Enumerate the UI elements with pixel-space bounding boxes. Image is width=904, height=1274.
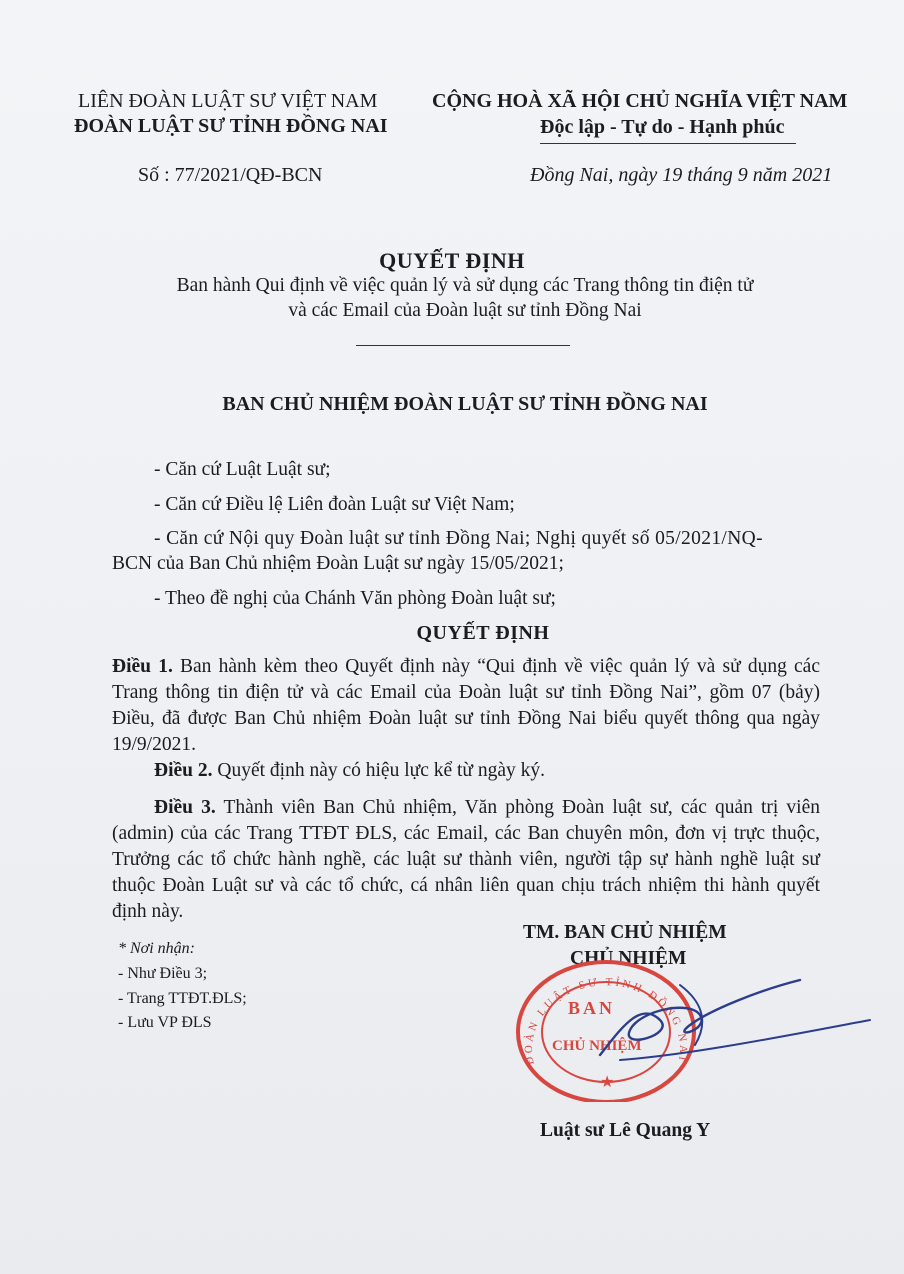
basis-line: - Theo đề nghị của Chánh Văn phòng Đoàn luật sư; bbox=[154, 588, 556, 609]
recipient-item: - Như Điều 3; bbox=[118, 965, 208, 982]
signer-name: Luật sư Lê Quang Y bbox=[540, 1120, 711, 1141]
org-parent: LIÊN ĐOÀN LUẬT SƯ VIỆT NAM bbox=[78, 90, 378, 112]
article-label: Điều 1. bbox=[112, 656, 173, 677]
document-number: Số : 77/2021/QĐ-BCN bbox=[138, 164, 323, 186]
signature-role: CHỦ NHIỆM bbox=[570, 948, 687, 969]
title-subtitle-2: và các Email của Đoàn luật sư tỉnh Đồng Nai bbox=[288, 300, 642, 321]
handwritten-signature bbox=[560, 960, 890, 1080]
title-divider bbox=[356, 345, 570, 346]
national-motto: Độc lập - Tự do - Hạnh phúc bbox=[540, 116, 785, 138]
basis-line: - Căn cứ Luật Luật sư; bbox=[154, 459, 331, 480]
article-label: Điều 2. bbox=[154, 760, 213, 781]
decision-heading: QUYẾT ĐỊNH bbox=[416, 622, 550, 644]
svg-text:★: ★ bbox=[600, 1074, 615, 1091]
article-text: Quyết định này có hiệu lực kể từ ngày ký. bbox=[212, 760, 546, 781]
title-subtitle-1: Ban hành Qui định về việc quản lý và sử dụng các Trang thông tin điện tử bbox=[176, 275, 754, 296]
national-title: CỘNG HOÀ XÃ HỘI CHỦ NGHĨA VIỆT NAM bbox=[432, 90, 848, 112]
basis-line: BCN của Ban Chủ nhiệm Đoàn Luật sư ngày 15/05/2021; bbox=[112, 553, 564, 574]
article-text: Thành viên Ban Chủ nhiệm, Văn phòng Đoàn luật sư, các quản trị viên (admin) của các Trang TTĐT ĐLS, các Email, các Ban chuyên môn, đơn vị trực thuộc, Trưởng các tổ chức hành nghề, các luật sư thành viên, người tập sự hành nghề luật sư thuộc Đoàn Luật sư và các tổ chức, cá nhân liên quan chịu trách nhiệm thi hành quyết định này. bbox=[112, 797, 820, 922]
recipients-heading: * Nơi nhận: bbox=[118, 940, 195, 957]
document-title: QUYẾT ĐỊNH bbox=[379, 248, 525, 273]
svg-text:BAN: BAN bbox=[568, 998, 616, 1018]
svg-text:CHỦ NHIỆM: CHỦ NHIỆM bbox=[552, 1038, 642, 1054]
basis-line: - Căn cứ Nội quy Đoàn luật sư tỉnh Đồng Nai; Nghị quyết số 05/2021/NQ- bbox=[154, 528, 763, 549]
article-3 bbox=[112, 795, 820, 925]
recipient-item: - Trang TTĐT.ĐLS; bbox=[118, 990, 247, 1007]
org-name: ĐOÀN LUẬT SƯ TỈNH ĐỒNG NAI bbox=[74, 115, 388, 137]
recipient-item: - Lưu VP ĐLS bbox=[118, 1014, 212, 1031]
article-label: Điều 3. bbox=[154, 797, 216, 818]
article-1 bbox=[112, 654, 820, 758]
motto-underline bbox=[540, 143, 796, 144]
article-text: Ban hành kèm theo Quyết định này “Qui định về việc quản lý và sử dụng các Trang thông tin điện tử và các Email của Đoàn luật sư tỉnh Đồng Nai”, gồm 07 (bảy) Điều, đã được Ban Chủ nhiệm Đoàn luật sư tỉnh Đồng Nai biểu quyết thông qua ngày 19/9/2021. bbox=[112, 656, 820, 755]
place-date: Đồng Nai, ngày 19 tháng 9 năm 2021 bbox=[530, 164, 833, 186]
article-2 bbox=[154, 760, 545, 782]
issuing-authority: BAN CHỦ NHIỆM ĐOÀN LUẬT SƯ TỈNH ĐỒNG NAI bbox=[222, 393, 708, 415]
seal-ring-text: ĐOÀN LUẬT SƯ TỈNH ĐỒNG NAI bbox=[522, 976, 690, 1066]
basis-line: - Căn cứ Điều lệ Liên đoàn Luật sư Việt Nam; bbox=[154, 494, 515, 515]
signature-title: TM. BAN CHỦ NHIỆM bbox=[523, 922, 727, 943]
